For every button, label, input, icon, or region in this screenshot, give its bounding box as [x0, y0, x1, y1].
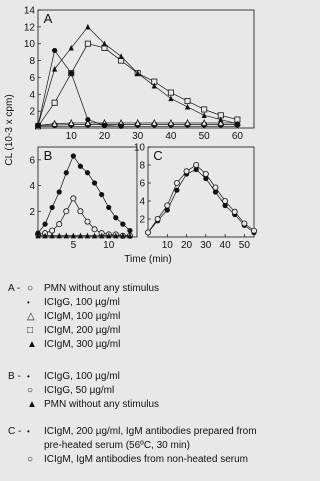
data-point: [202, 107, 207, 112]
x-tick-label: 10: [161, 240, 173, 251]
data-point: [242, 221, 247, 226]
legend-marker-icon: ○: [27, 283, 34, 294]
series-line: [38, 50, 121, 126]
y-tick-label: 2: [29, 206, 35, 218]
data-point: [251, 228, 256, 233]
legend-marker-icon: ○: [27, 454, 34, 465]
panel-frame: [148, 147, 254, 237]
legend-item: [0, 296, 267, 310]
panel-label: B: [43, 148, 53, 163]
data-point: [194, 162, 199, 167]
data-point: [165, 203, 170, 208]
data-point: [184, 169, 189, 174]
data-point: [92, 180, 97, 185]
data-point: [185, 98, 190, 103]
y-tick-label: 2: [139, 214, 145, 226]
legend-group-tag: C -: [8, 426, 22, 437]
y-axis-label: CL (10-3 x cpm): [4, 94, 15, 166]
data-point: [232, 209, 237, 214]
data-point: [118, 124, 123, 129]
y-tick-label: 4: [29, 181, 35, 193]
legend-text: ICIgM, 200 µg/ml: [44, 325, 121, 336]
data-point: [203, 171, 208, 176]
legend-text: ICIgM, 200 µg/ml, IgM antibodies prepared from pre-heated serum (56ºC, 30 min): [44, 426, 257, 451]
x-tick-label: 40: [219, 240, 231, 251]
legend-item: [0, 453, 267, 467]
data-point: [52, 48, 57, 53]
legend-text: PMN without any stimulus: [44, 399, 160, 410]
y-tick-label: 10: [133, 142, 145, 154]
y-tick-label: 6: [139, 178, 145, 190]
data-point: [85, 170, 90, 175]
data-point: [57, 189, 62, 194]
data-point: [106, 205, 111, 210]
data-point: [120, 222, 125, 227]
panel-label: A: [43, 11, 53, 26]
data-point: [64, 170, 69, 175]
legend-item: [0, 425, 267, 451]
y-tick-label: 6: [29, 155, 35, 167]
x-tick-label: 30: [132, 131, 144, 142]
legend-text: ICIgM, 100 µg/ml: [44, 311, 121, 322]
x-tick-label: 40: [165, 131, 177, 142]
data-point: [113, 215, 118, 220]
legend-marker-icon: •: [27, 372, 30, 381]
legend-marker-icon: •: [27, 427, 30, 436]
x-tick-label: 30: [200, 240, 212, 251]
data-point: [85, 24, 90, 30]
legend-group-tag: B -: [8, 371, 21, 382]
legend-group-tag: A -: [8, 283, 21, 294]
legend-marker-icon: ○: [27, 385, 34, 396]
data-point: [99, 192, 104, 197]
y-tick-label: 12: [23, 22, 35, 34]
y-tick-label: 2: [29, 106, 35, 118]
x-tick-label: 60: [231, 131, 243, 142]
x-tick-label: 10: [65, 131, 77, 142]
data-point: [85, 117, 90, 122]
data-point: [222, 198, 227, 203]
series-line: [148, 170, 254, 233]
y-tick-label: 10: [23, 39, 35, 51]
legend-text: ICIgG, 100 µg/ml: [44, 371, 120, 382]
legend-item: [0, 398, 267, 412]
data-point: [174, 180, 179, 185]
data-point: [92, 227, 97, 232]
panel-frame: [38, 10, 254, 128]
legend-text: PMN without any stimulus: [44, 283, 160, 294]
data-point: [145, 230, 150, 235]
legend-marker-icon: □: [27, 325, 34, 336]
legend-marker-icon: ▲: [27, 399, 37, 410]
data-point: [50, 228, 55, 233]
data-point: [127, 228, 132, 233]
x-axis-label: Time (min): [124, 254, 172, 265]
data-point: [118, 53, 123, 59]
y-tick-label: 8: [29, 56, 35, 68]
data-point: [71, 196, 76, 201]
series-line: [148, 165, 254, 233]
legend-item: [0, 370, 267, 384]
data-point: [64, 209, 69, 214]
x-tick-label: 5: [70, 240, 77, 251]
data-point: [85, 219, 90, 224]
data-point: [57, 222, 62, 227]
data-point: [69, 71, 74, 76]
data-point: [35, 231, 40, 236]
legend-marker-icon: ▲: [27, 339, 37, 350]
data-point: [168, 90, 173, 95]
x-tick-label: 50: [238, 240, 250, 251]
legend-text: ICIgM, IgM antibodies from non-heated serum: [44, 454, 248, 465]
legend-marker-icon: △: [27, 311, 35, 322]
legend-marker-icon: •: [27, 298, 30, 307]
series: [145, 162, 256, 235]
series-line: [38, 44, 237, 127]
legend-item: [0, 324, 267, 338]
panel-label: C: [153, 148, 163, 163]
panel-a: [35, 10, 254, 129]
series: [145, 167, 256, 235]
data-point: [155, 216, 160, 221]
legend-item: [0, 338, 267, 352]
data-point: [50, 205, 55, 210]
data-point: [102, 123, 107, 128]
x-tick-label: 20: [180, 240, 193, 251]
data-point: [52, 100, 57, 105]
data-point: [168, 95, 173, 101]
data-point: [213, 185, 218, 190]
x-tick-label: 10: [103, 240, 115, 251]
data-point: [35, 123, 40, 128]
x-tick-label: 20: [98, 131, 111, 142]
data-point: [85, 41, 90, 46]
series-line: [38, 156, 130, 233]
data-point: [174, 188, 179, 193]
x-tick-label: 50: [198, 131, 210, 142]
series: [35, 153, 132, 235]
legend-item: [0, 384, 267, 398]
legend-item: [0, 310, 267, 324]
y-tick-label: 4: [29, 89, 35, 101]
y-tick-label: 8: [139, 160, 145, 172]
data-point: [202, 112, 207, 118]
y-tick-label: 4: [139, 196, 145, 208]
y-tick-label: 6: [29, 72, 35, 84]
legend-text: ICIgG, 50 µg/ml: [44, 385, 115, 396]
data-point: [42, 222, 47, 227]
y-tick-label: 14: [23, 5, 35, 17]
data-point: [185, 104, 190, 110]
legend-text: ICIgG, 100 µg/ml: [44, 297, 120, 308]
data-point: [78, 164, 83, 169]
legend-text: ICIgM, 300 µg/ml: [44, 339, 121, 350]
data-point: [71, 153, 76, 158]
data-point: [78, 209, 83, 214]
legend-item: [0, 282, 267, 296]
